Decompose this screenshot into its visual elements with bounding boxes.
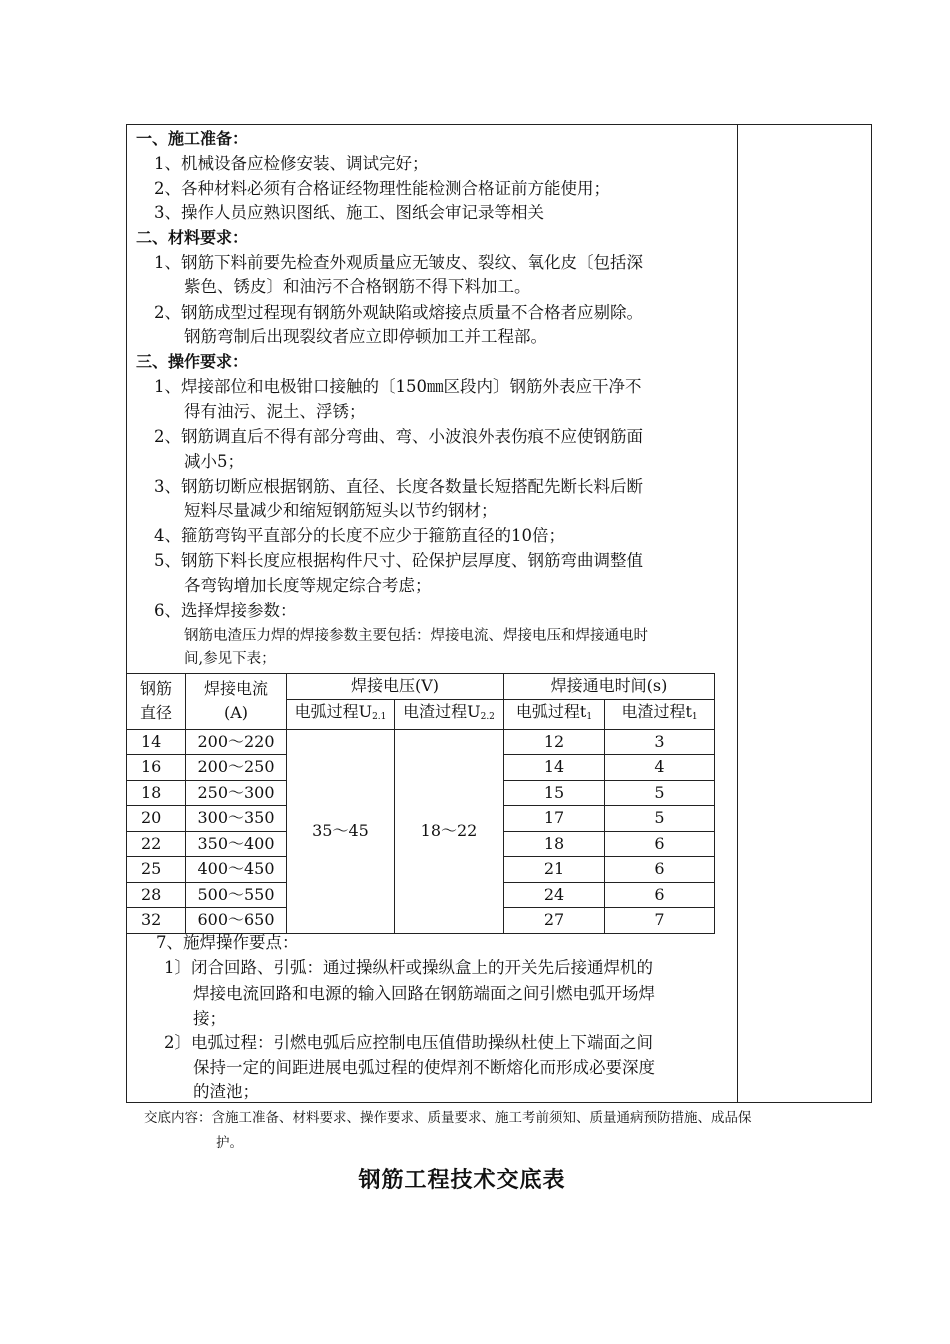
- header-arc-voltage: 电弧过程$U_{2.1}$: [287, 699, 395, 729]
- section7-line: 的渣池；: [193, 1082, 259, 1101]
- header-slag-voltage: 电渣过程$U_{2.2}$: [395, 699, 504, 729]
- section7-line: 2〕电弧过程：引燃电弧后应控制电压值借助操纵杜使上下端面之间: [164, 1033, 653, 1052]
- cell-slag-time: 5: [605, 806, 715, 832]
- cell-diameter: 22: [127, 831, 186, 857]
- cell-current: 300～350: [186, 806, 287, 832]
- section3-line: 2、钢筋调直后不得有部分弯曲、弯、小波浪外表伤痕不应使钢筋面: [154, 427, 643, 446]
- section7-line: 7、施焊操作要点：: [156, 933, 299, 952]
- footnote-line: 交底内容：含施工准备、材料要求、操作要求、质量要求、施工考前须知、质量通病预防措施、成品保: [144, 1110, 752, 1126]
- cell-arc-time: 21: [504, 857, 605, 883]
- section7-line: 1〕闭合回路、引弧：通过操纵杆或操纵盒上的开关先后接通焊机的: [164, 958, 653, 977]
- welding-parameter-table: [126, 673, 715, 934]
- cell-arc-time: 18: [504, 831, 605, 857]
- section2-line: 1、钢筋下料前要先检查外观质量应无皱皮、裂纹、氧化皮〔包括深: [154, 253, 643, 272]
- cell-diameter: 14: [127, 729, 186, 755]
- cell-diameter: 32: [127, 908, 186, 934]
- page-title: 钢筋工程技术交底表: [358, 1168, 566, 1193]
- cell-current: 250～300: [186, 780, 287, 806]
- header-voltage: 焊接电压(V): [287, 674, 504, 700]
- header-diameter: 钢筋 直径: [127, 674, 186, 730]
- section1-heading: 一、施工准备：: [136, 129, 249, 148]
- cell-current: 350～400: [186, 831, 287, 857]
- section3-line: 短料尽量减少和缩短钢筋短头以节约钢材；: [184, 501, 498, 520]
- header-time: 焊接通电时间(s): [504, 674, 715, 700]
- cell-slag-time: 7: [605, 908, 715, 934]
- header-current: 焊接电流 (A): [186, 674, 287, 730]
- cell-current: 200～220: [186, 729, 287, 755]
- section1-item: 3、操作人员应熟识图纸、施工、图纸会审记录等相关: [154, 203, 544, 222]
- section3-line: 间,参见下表；: [184, 651, 276, 667]
- cell-arc-time: 17: [504, 806, 605, 832]
- section1-item: 1、机械设备应检修安装、调试完好；: [154, 154, 429, 173]
- header-slag-time: 电渣过程$t_1$: [605, 699, 715, 729]
- cell-slag-time: 6: [605, 857, 715, 883]
- section3-heading: 三、操作要求：: [136, 352, 249, 371]
- section7-line: 保持一定的间距进展电弧过程的使焊剂不断熔化而形成必要深度: [193, 1058, 655, 1077]
- cell-diameter: 18: [127, 780, 186, 806]
- section7-line: 焊接电流回路和电源的输入回路在钢筋端面之间引燃电弧开场焊: [193, 984, 655, 1003]
- section3-line: 1、焊接部位和电极钳口接触的〔150㎜区段内〕钢筋外表应干净不: [154, 377, 642, 396]
- cell-arc-voltage: 35～45: [287, 729, 395, 933]
- cell-diameter: 25: [127, 857, 186, 883]
- section2-line: 2、钢筋成型过程现有钢筋外观缺陷或熔接点质量不合格者应剔除。: [154, 303, 643, 322]
- header-arc-time: 电弧过程$t_1$: [504, 699, 605, 729]
- cell-arc-time: 15: [504, 780, 605, 806]
- cell-diameter: 20: [127, 806, 186, 832]
- footnote-line: 护。: [216, 1135, 243, 1151]
- section3-line: 减小5；: [184, 452, 244, 471]
- section2-heading: 二、材料要求：: [136, 228, 249, 247]
- section1-item: 2、各种材料必须有合格证经物理性能检测合格证前方能使用；: [154, 179, 610, 198]
- section7-line: 接；: [193, 1009, 226, 1028]
- cell-slag-time: 6: [605, 831, 715, 857]
- section3-line: 各弯钩增加长度等规定综合考虑；: [184, 576, 432, 595]
- cell-arc-time: 24: [504, 882, 605, 908]
- cell-slag-voltage: 18～22: [395, 729, 504, 933]
- section2-line: 钢筋弯制后出现裂纹者应立即停顿加工并工程部。: [184, 327, 547, 346]
- cell-slag-time: 6: [605, 882, 715, 908]
- cell-current: 500～550: [186, 882, 287, 908]
- cell-diameter: 28: [127, 882, 186, 908]
- cell-diameter: 16: [127, 755, 186, 781]
- frame-column-divider: [737, 124, 738, 1103]
- cell-arc-time: 14: [504, 755, 605, 781]
- cell-arc-time: 27: [504, 908, 605, 934]
- section3-line: 得有油污、泥土、浮锈；: [184, 402, 366, 421]
- cell-current: 600～650: [186, 908, 287, 934]
- section2-line: 紫色、锈皮〕和油污不合格钢筋不得下料加工。: [184, 277, 531, 296]
- section3-line: 6、选择焊接参数：: [154, 601, 297, 620]
- section3-line: 3、钢筋切断应根据钢筋、直径、长度各数量长短搭配先断长料后断: [154, 477, 643, 496]
- cell-current: 400～450: [186, 857, 287, 883]
- cell-slag-time: 3: [605, 729, 715, 755]
- table-row: [127, 729, 715, 755]
- section3-line: 5、钢筋下料长度应根据构件尺寸、砼保护层厚度、钢筋弯曲调整值: [154, 551, 643, 570]
- section3-line: 钢筋电渣压力焊的焊接参数主要包括：焊接电流、焊接电压和焊接通电时: [184, 628, 648, 644]
- table-header-row: [127, 674, 715, 700]
- cell-slag-time: 5: [605, 780, 715, 806]
- cell-slag-time: 4: [605, 755, 715, 781]
- section3-line: 4、箍筋弯钩平直部分的长度不应少于箍筋直径的10倍；: [154, 526, 565, 545]
- cell-current: 200～250: [186, 755, 287, 781]
- cell-arc-time: 12: [504, 729, 605, 755]
